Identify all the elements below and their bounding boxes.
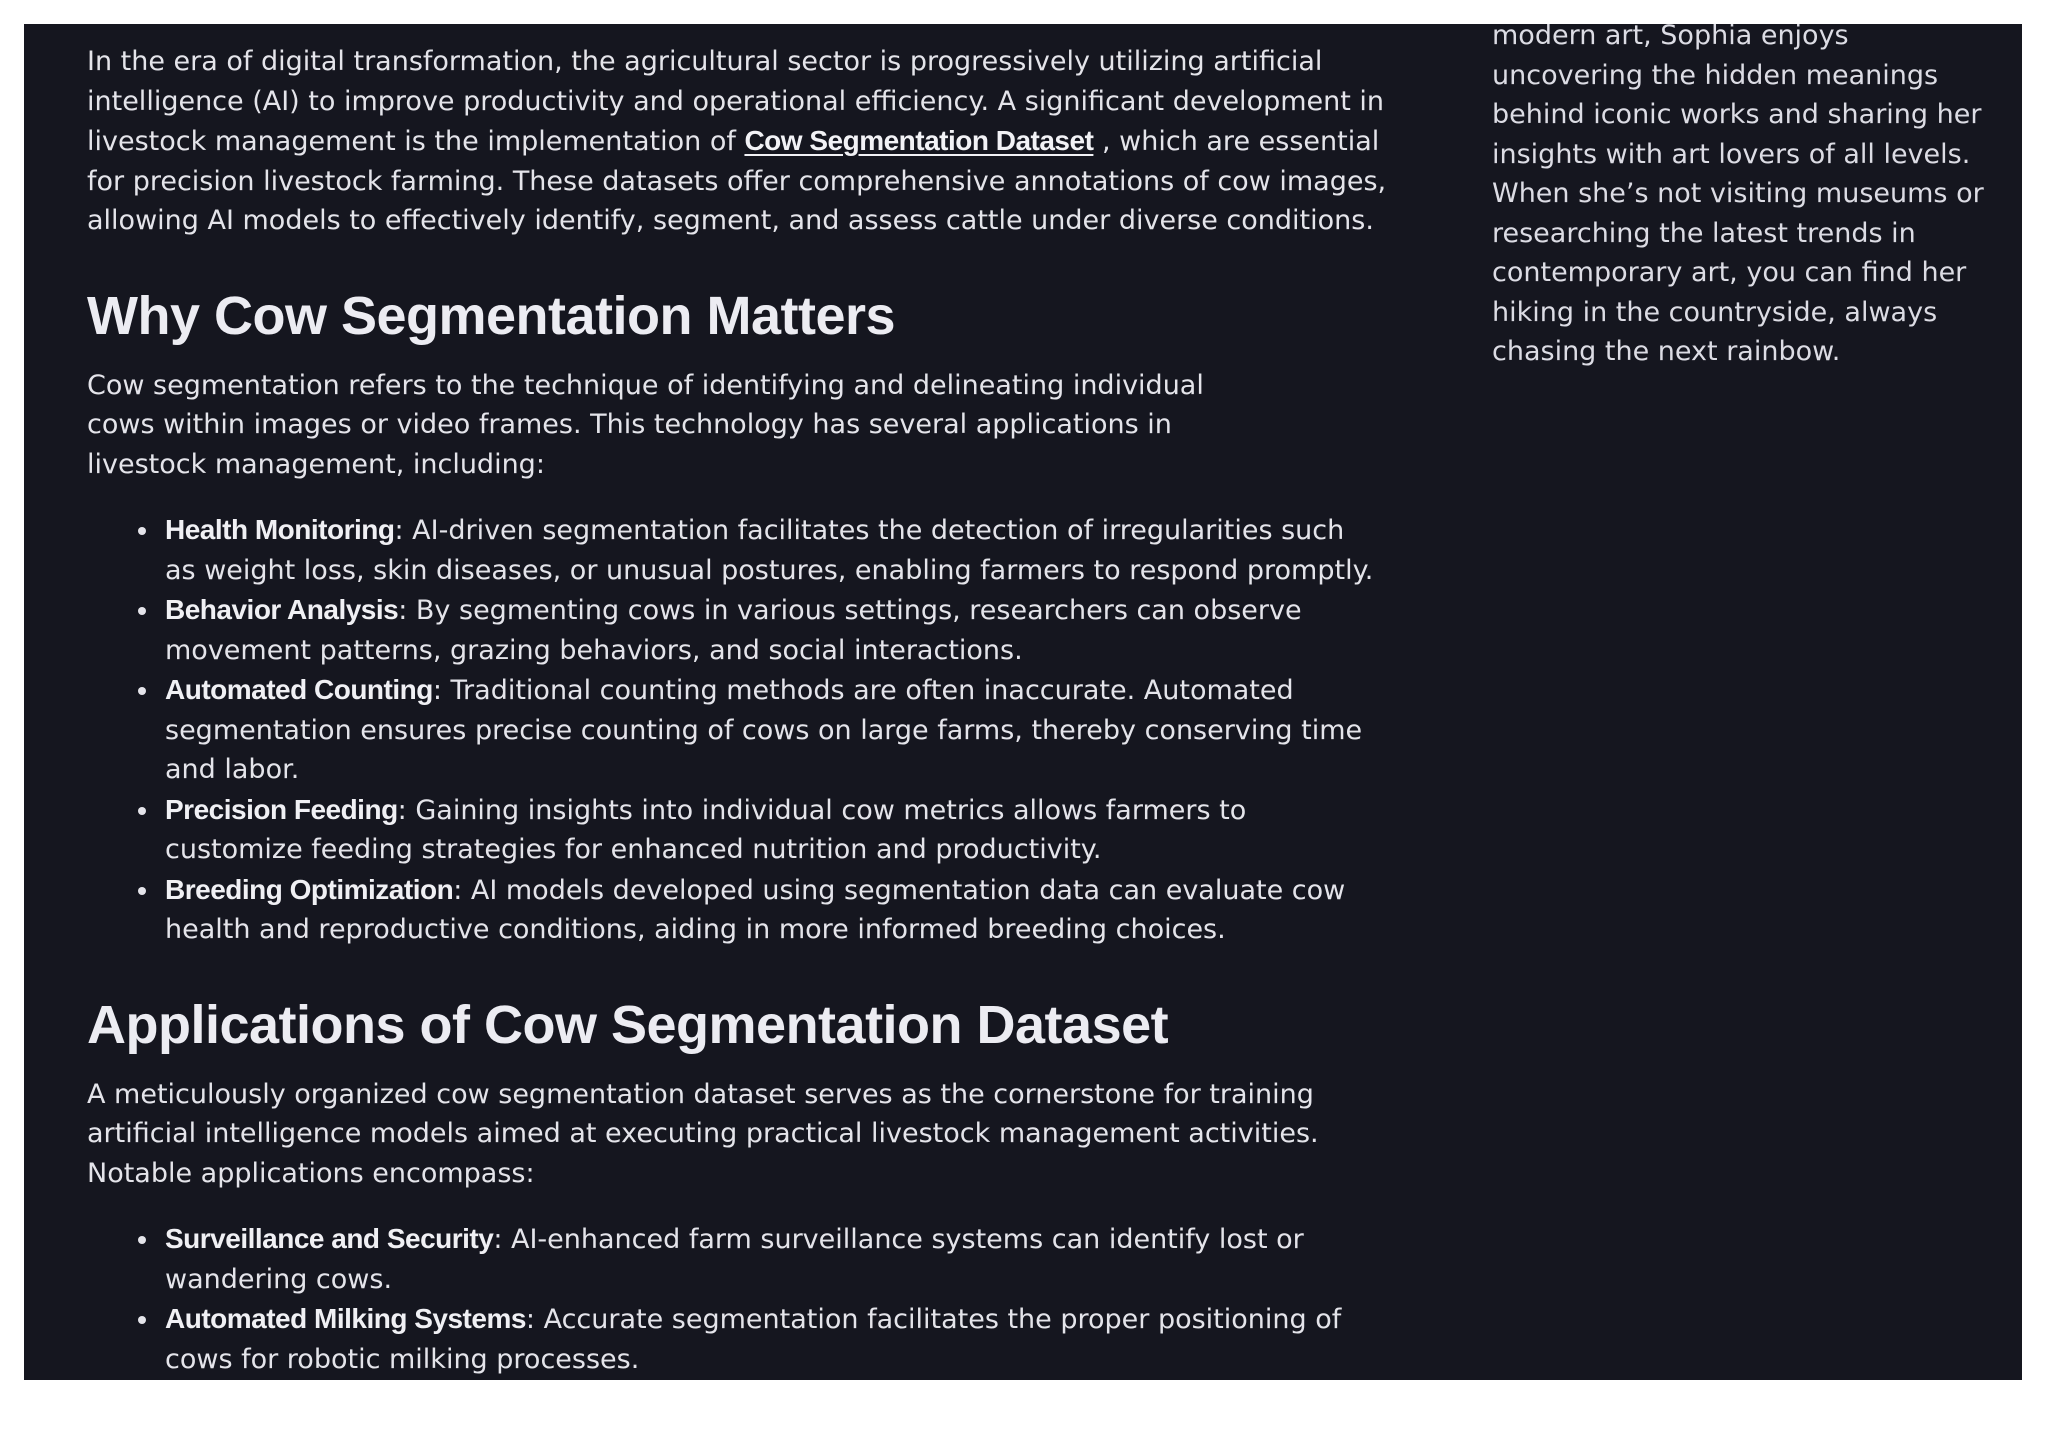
list-item-text: : Gaining insights into individual cow metrics allows farmers to customize feeding strategies for enhanced nutrition and productivity. (165, 794, 1247, 865)
author-bio: modern art, Sophia enjoys uncovering the hidden meanings behind iconic works and sharing her insights with art lovers of all levels. When she’s not visiting museums or researching the latest trends in contemporary art, you can find her hiking in the countryside, always chasing the next rainbow. (1492, 24, 1984, 367)
intro-text-after-link: , which are essential for precision livestock farming. These datasets offer comprehensive annotations of cow images, allowing AI models to effectively identify, segment, and assess cattle under diverse conditions. (87, 126, 1387, 236)
list-item-term: Automated Milking Systems (165, 1303, 526, 1334)
intro-paragraph (87, 42, 1387, 241)
list-item (165, 870, 1375, 950)
applications-section-list (87, 1219, 1387, 1379)
list-item (165, 670, 1375, 790)
list-item-term: Precision Feeding (165, 793, 398, 825)
applications-section-paragraph: A meticulously organized cow segmentation dataset serves as the cornerstone for training artificial intelligence models aimed at executing practical livestock management activities. Notable applications encompass: (87, 1078, 1319, 1189)
author-sidebar (1492, 24, 1992, 372)
why-section-paragraph: Cow segmentation refers to the technique of identifying and delineating individual cows within images or video frames. This technology has several applications in livestock management, including: (87, 369, 1204, 480)
list-item (165, 1219, 1375, 1299)
why-section-list (87, 510, 1387, 950)
list-item-text: : Traditional counting methods are often inaccurate. Automated segmentation ensures precise counting of cows on large farms, thereby conserving time and labor. (165, 675, 1363, 785)
bullet-icon (138, 807, 146, 815)
list-item-term: Health Monitoring (165, 514, 395, 545)
bullet-icon (138, 1236, 146, 1244)
list-item (165, 510, 1375, 590)
list-item-term: Breeding Optimization (165, 873, 454, 905)
bullet-icon (138, 527, 146, 535)
list-item (165, 1299, 1375, 1379)
list-item (165, 590, 1375, 670)
cow-segmentation-dataset-link[interactable]: Cow Segmentation Dataset (744, 125, 1094, 156)
list-item-text: : Accurate segmentation facilitates the proper positioning of cows for robotic milking processes. (165, 1304, 1342, 1375)
list-item-term: Automated Counting (165, 674, 433, 705)
why-section-heading: Why Cow Segmentation Matters (87, 285, 896, 346)
bullet-icon (138, 887, 146, 895)
list-item-text: : AI models developed using segmentation data can evaluate cow health and reproductive conditions, aiding in more informed breeding choices. (165, 874, 1346, 945)
list-item-term: Surveillance and Security (165, 1223, 494, 1254)
bullet-icon (138, 687, 146, 695)
list-item (165, 790, 1375, 870)
article-panel (24, 24, 2022, 1380)
list-item-text: : AI-enhanced farm surveillance systems can identify lost or wandering cows. (165, 1224, 1304, 1295)
applications-section-heading: Applications of Cow Segmentation Dataset (87, 994, 1169, 1055)
list-item-term: Behavior Analysis (165, 594, 399, 625)
bullet-icon (138, 1316, 146, 1324)
article-main (87, 42, 1387, 1379)
list-item-text: : AI-driven segmentation facilitates the detection of irregularities such as weight loss, skin diseases, or unusual postures, enabling farmers to respond promptly. (165, 515, 1374, 586)
intro-text-before-link: In the era of digital transformation, the agricultural sector is progressively utilizing artificial intelligence (AI) to improve productivity and operational efficiency. A significant development in livestock management is the implementation of (87, 46, 1385, 157)
bullet-icon (138, 607, 146, 615)
list-item-text: : By segmenting cows in various settings, researchers can observe movement patterns, grazing behaviors, and social interactions. (165, 595, 1302, 666)
